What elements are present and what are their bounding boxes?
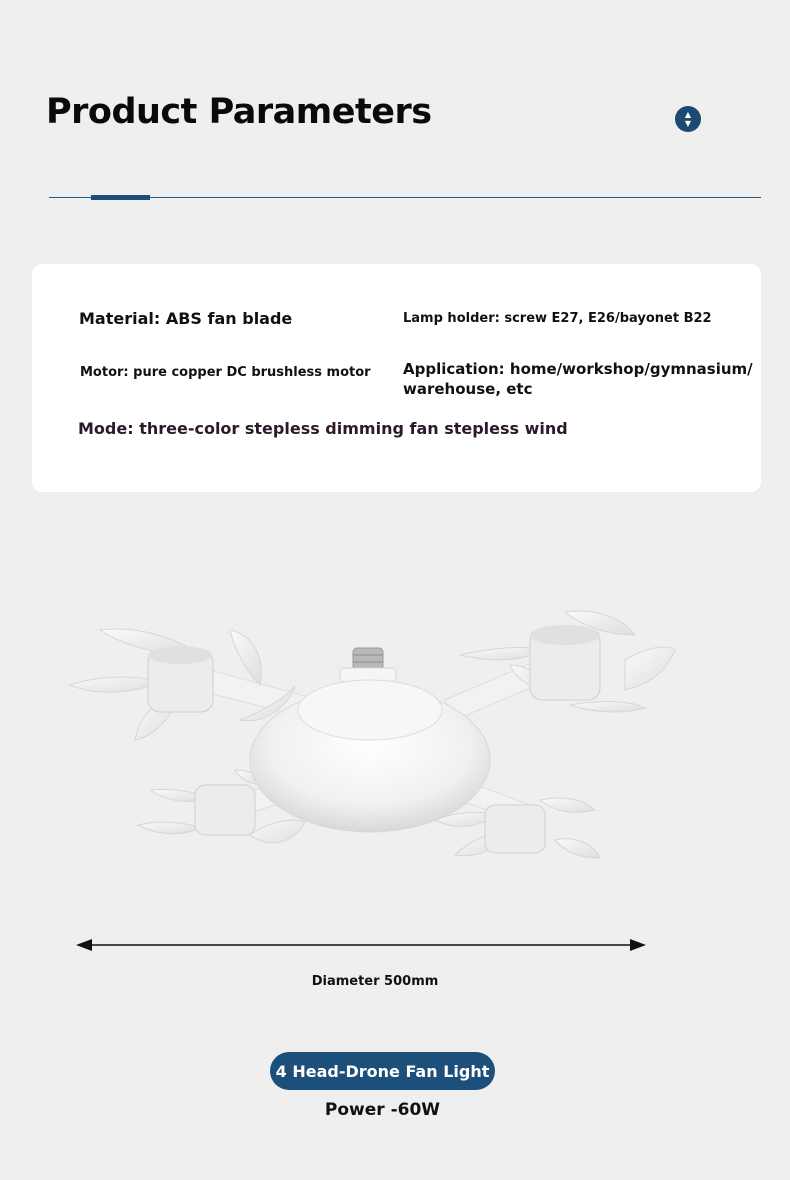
page-title: Product Parameters bbox=[46, 92, 432, 132]
spec-motor: Motor: pure copper DC brushless motor bbox=[80, 365, 371, 380]
spec-application bbox=[403, 359, 753, 399]
divider-accent bbox=[91, 195, 150, 200]
spec-mode: Mode: three-color stepless dimming fan stepless wind bbox=[78, 419, 568, 438]
up-down-arrows-icon: ▲ ▼ bbox=[684, 110, 692, 128]
divider-line bbox=[49, 197, 761, 198]
scroll-button[interactable] bbox=[675, 106, 701, 132]
product-name-badge: 4 Head-Drone Fan Light bbox=[270, 1052, 495, 1090]
diameter-label: Diameter 500mm bbox=[311, 974, 439, 989]
spec-application-line1: Application: home/workshop/gymnasium/ bbox=[403, 360, 753, 378]
fan-light-image bbox=[60, 600, 700, 900]
spec-card bbox=[32, 264, 761, 492]
spec-material: Material: ABS fan blade bbox=[79, 309, 293, 328]
spec-lamp-holder: Lamp holder: screw E27, E26/bayonet B22 bbox=[403, 311, 712, 326]
spec-application-line2: warehouse, etc bbox=[403, 380, 533, 398]
power-rating: Power -60W bbox=[324, 1100, 441, 1120]
diameter-arrow bbox=[76, 936, 646, 954]
